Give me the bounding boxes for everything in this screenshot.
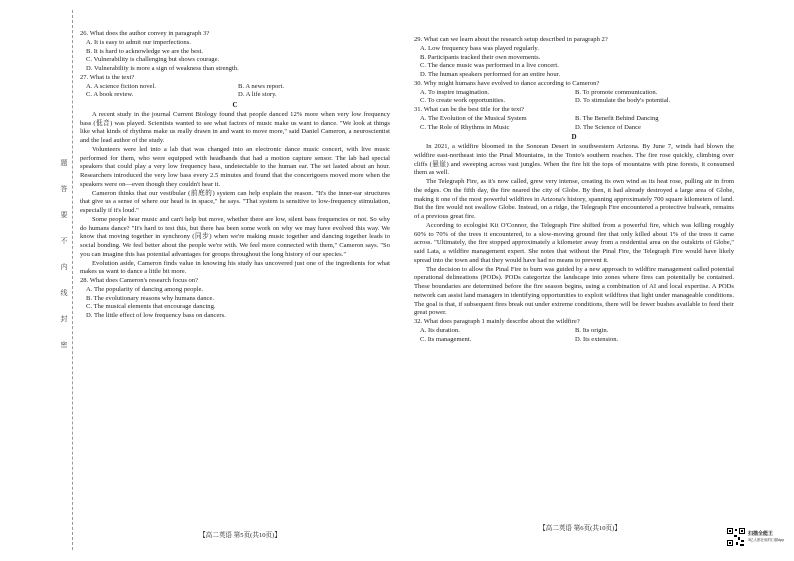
left-page: [80, 30, 390, 561]
binding-sidebar: [58, 150, 70, 358]
question-28: 28. What does Cameron's research focus on?: [80, 277, 199, 284]
option-row: [420, 115, 734, 124]
question-30: 30. Why might humans have evolved to dance according to Cameron?: [414, 79, 600, 87]
option: B. To promote communication.: [575, 88, 658, 96]
option: C. The Role of Rhythms in Music: [420, 123, 510, 131]
option: D. A life story.: [238, 91, 277, 99]
paragraph: Some people hear music and can't help but move, whether there are low, silent bass frequencies or not. So why do humans dance? "It's hard to test this, but there has been some work on why we may have evolved this way. We know that moving together in synchrony (同步) when we're making music together and dancing together leads to social bonding. We feel better about the people we're with. We feel more connected with them," Cameron says. "So you can imagine this has potential advantages for groups throughout the long history of our species.": [80, 215, 390, 258]
option: D. The little effect of low frequency bass on dancers.: [86, 312, 226, 319]
question-31: 31. What can be the best title for the text?: [414, 106, 525, 113]
option-row: [420, 97, 734, 106]
sidebar-char: 线: [60, 289, 68, 297]
option: A. To inspire imagination.: [420, 88, 490, 96]
option: B. The Benefit Behind Dancing: [575, 114, 659, 122]
paragraph: The decision to allow the Pinal Fire to burn was guided by a new approach to wildfire management called potential operational delineations (PODs). PODs categorize the landscape into zones where fires can potentially be contained. These boundaries are determined before the fire season begins, using a combination of AI and local expertise. A PODs network can assist land managers in identifying opportunities to exploit wildfires that light under manageable conditions. The goal is that, if subsequent fires break out under extreme conditions, there will be fewer bushes available to feed their great power.: [414, 265, 734, 317]
sidebar-char: 内: [60, 263, 68, 271]
option: A. The Evolution of the Musical System: [420, 114, 527, 122]
option: B. The evolutionary reasons why humans dance.: [86, 294, 215, 302]
paragraph: Volunteers were led into a lab that was changed into an electronic dance music concert, with live music performed for them, who were equipped with headbands that had a motion capture sensor. The lab had special speakers that could play a very low frequency bass, undetectable to the human ear. The set lasted about an hour. Researchers introduced the very low bass every 2.5 minutes and found that the concertgoers moved more when the speakers were on—even though they couldn't hear it.: [80, 145, 390, 188]
question-32: 32. What does paragraph 1 mainly describe about the wildfire?: [414, 318, 580, 325]
option: B. Its origin.: [575, 326, 609, 334]
option: C. Vulnerability is challenging but shows courage.: [86, 56, 220, 64]
option: C. The musical elements that encourage dancing.: [86, 303, 216, 311]
section-heading: D: [571, 133, 577, 142]
option: A. Low frequency bass was played regularly.: [420, 44, 539, 52]
option-row: [420, 327, 734, 336]
paragraph: The Telegraph Fire, as it's now called, grew very intense, creating its own wind as its heat rose, pulling air in from the edges. On the fifth day, the fire neared the city of Globe. By then, it had already destroyed a large area of Globe, making it one of the most powerful wildfires in Arizona's history, spanning approximately 700 square kilometers of land. But the fire would not swallow Globe. Instead, on a ridge, the Telegraph Fire encountered a protective bulwark, remains of a previous great fire.: [414, 178, 734, 220]
option: C. To create work opportunities.: [420, 97, 506, 105]
scanner-badge: [748, 531, 784, 543]
paragraph: In 2021, a wildfire bloomed in the Sonoran Desert in southwestern Arizona. By June 7, winds had blown the wildfire east-northeast into the Pinal Mountains, in the Tonto's southern reaches. The fire rose quickly, climbing over cliffs (悬崖) and sweeping across vast jungles. When the fire hit the tops of mountains with pine forests, it consumed them as well.: [414, 143, 734, 177]
option: A. The popularity of dancing among people.: [86, 285, 204, 293]
sidebar-char: 题: [60, 159, 68, 167]
option: A. A science fiction novel.: [86, 82, 156, 90]
option: A. Its duration.: [420, 326, 460, 334]
question-27: 27. What is the text?: [80, 73, 135, 81]
page-footer-left: 【高二英语 第5页(共10页)】: [199, 532, 281, 539]
badge-subtitle: 3亿人都在用的扫描App: [748, 538, 785, 542]
sidebar-char: 封: [60, 315, 68, 323]
option: D. The Science of Dance: [575, 123, 641, 131]
option: C. A book review.: [86, 91, 134, 99]
qr-code-icon: [726, 527, 746, 547]
option: D. To stimulate the body's potential.: [575, 97, 671, 105]
sidebar-char: 密: [60, 341, 68, 349]
paragraph: Evolution aside, Cameron finds value in knowing his study has uncovered just one of the ingredients for what makes us want to dance a little bit more.: [80, 259, 390, 276]
option: D. Its extension.: [575, 335, 619, 343]
question-26: 26. What does the author convey in paragraph 3?: [80, 30, 210, 37]
option: C. The dance music was performed in a live concert.: [420, 62, 559, 70]
option: D. The human speakers performed for an entire hour.: [420, 71, 561, 78]
option: A. It is easy to admit our imperfections.: [86, 38, 191, 46]
paragraph: According to ecologist Kit O'Connor, the Telegraph Fire shifted from a powerful fire, which was killing roughly 60% to 70% of the trees it encountered, to a slow-moving ground fire that only killed about 1% of the trees it came across. "Ultimately, the fire stopped approximately a kilometer away from a residential area on the outskirts of Globe," said Lata, a wildfire management expert. She notes that without the Pinal Fire, the Telegraph Fire would have likely spread into the town and that they would have had no means to prevent it.: [414, 221, 734, 264]
sidebar-char: 要: [60, 211, 68, 219]
sidebar-char: 不: [60, 237, 68, 245]
option: B. It is hard to acknowledge we are the best.: [86, 47, 204, 55]
question-29: 29. What can we learn about the research setup described in paragraph 2?: [414, 36, 608, 43]
paragraph: Cameron thinks that our vestibular (前庭的) system can help explain the reason. "It's the inner-ear structures that give us a sense of where our head is in space," he says. "That system is sensitive to low-frequency stimulation, especially if it's loud.": [80, 189, 390, 214]
right-page: [414, 36, 734, 561]
section-heading: C: [232, 101, 238, 109]
option: B. A news report.: [238, 82, 284, 90]
option: B. Participants tracked their own movements.: [420, 53, 541, 61]
option-row: [420, 124, 734, 133]
option: C. Its management.: [420, 335, 472, 343]
binding-line: [72, 10, 73, 550]
option-row: [86, 83, 390, 92]
sidebar-char: 答: [60, 185, 68, 193]
option-row: [86, 91, 390, 100]
paragraph: A recent study in the journal Current Biology found that people danced 12% more when very low frequency bass (低音) was played. Scientists wanted to see what factors of music make us want to dance. "We look at things like what kinds of rhythms make us really drawn in and want to move more," said Daniel Cameron, a neuroscientist and the lead author of the study.: [80, 110, 390, 144]
option: D. Vulnerability is more a sign of weakness than strength.: [86, 65, 239, 72]
option-row: [420, 89, 734, 98]
page-footer-right: 【高二英语 第6页(共10页)】: [539, 525, 621, 532]
option-row: [420, 336, 734, 345]
badge-title: 扫描全能王: [748, 531, 774, 537]
